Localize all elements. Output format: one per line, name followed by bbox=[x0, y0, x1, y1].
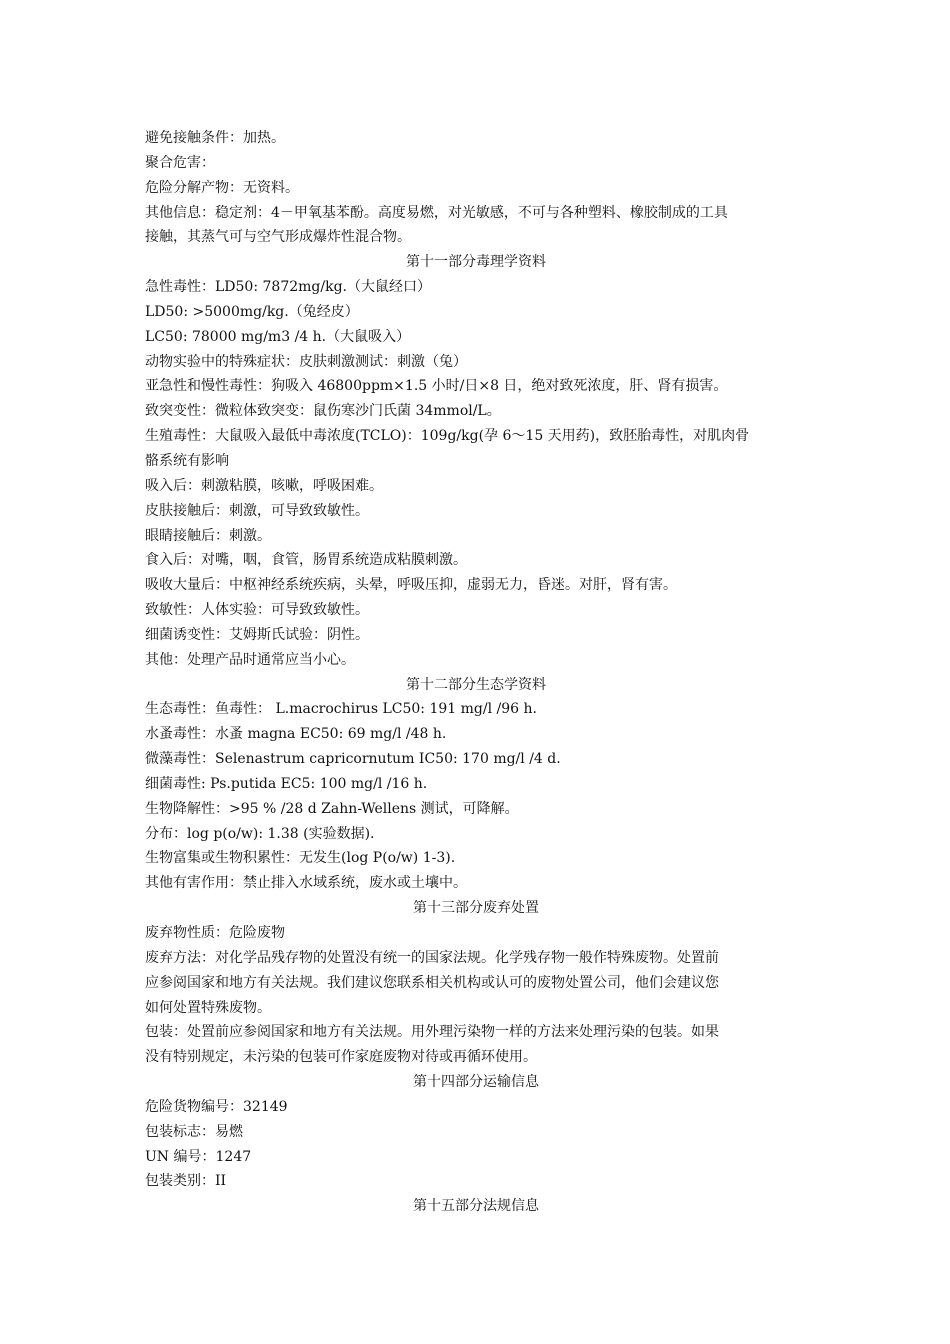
text-line: 危险货物编号：32149 bbox=[145, 1098, 288, 1115]
text-line: 聚合危害： bbox=[145, 154, 215, 171]
text-line: 致敏性：人体实验：可导致致敏性。 bbox=[145, 602, 369, 619]
text-line: 食入后：对嘴，咽，食管，肠胃系统造成粘膜刺激。 bbox=[145, 552, 467, 569]
document-page bbox=[145, 126, 807, 1219]
text-line: 吸入后：刺激粘膜，咳嗽，呼吸困难。 bbox=[145, 477, 383, 494]
text-line: 生殖毒性：大鼠吸入最低中毒浓度(TCLO)：109g/kg(孕 6～15 天用药)，致胚胎毒性，对肌肉骨 bbox=[145, 428, 750, 445]
text-line: 如何处置特殊废物。 bbox=[145, 999, 271, 1016]
text-line: 分布：log p(o/w): 1.38 (实验数据). bbox=[145, 825, 375, 842]
text-line: 致突变性：微粒体致突变：鼠伤寒沙门氏菌 34mmol/L。 bbox=[145, 403, 501, 420]
section-heading: 第十三部分废弃处置 bbox=[413, 900, 539, 917]
text-line: 吸收大量后：中枢神经系统疾病，头晕，呼吸压抑，虚弱无力，昏迷。对肝，肾有害。 bbox=[145, 577, 677, 594]
text-line: UN 编号：1247 bbox=[145, 1148, 252, 1165]
text-line: 微藻毒性：Selenastrum capricornutum IC50: 170 mg/l /4 d. bbox=[145, 751, 561, 768]
text-line: LC50: 78000 mg/m3 /4 h.（大鼠吸入） bbox=[145, 328, 411, 345]
text-line: 急性毒性：LD50: 7872mg/kg.（大鼠经口） bbox=[145, 279, 431, 296]
text-line: 骼系统有影响 bbox=[145, 452, 229, 469]
text-line: 应参阅国家和地方有关法规。我们建议您联系相关机构或认可的废物处置公司，他们会建议您 bbox=[145, 974, 719, 991]
text-line: 生物富集或生物积累性：无发生(log P(o/w) 1-3). bbox=[145, 850, 456, 867]
text-line: 避免接触条件：加热。 bbox=[145, 130, 285, 146]
text-line: 包装：处置前应参阅国家和地方有关法规。用外理污染物一样的方法来处理污染的包装。如果 bbox=[145, 1024, 719, 1041]
text-line: 水蚤毒性：水蚤 magna EC50: 69 mg/l /48 h. bbox=[145, 726, 447, 743]
section-heading: 第十一部分毒理学资料 bbox=[406, 254, 546, 271]
text-line: 细菌毒性: Ps.putida EC5: 100 mg/l /16 h. bbox=[145, 775, 428, 792]
text-line: 其他：处理产品时通常应当小心。 bbox=[145, 651, 355, 668]
text-line: 其他信息：稳定剂：4－甲氧基苯酚。高度易燃，对光敏感，不可与各种塑料、橡胶制成的工具 bbox=[145, 204, 728, 221]
text-line: 包装标志：易燃 bbox=[145, 1123, 243, 1140]
text-line: 废弃方法：对化学品残存物的处置没有统一的国家法规。化学残存物一般作特殊废物。处置前 bbox=[145, 949, 719, 966]
text-line: 动物实验中的特殊症状：皮肤刺激测试：刺激（兔） bbox=[145, 353, 467, 370]
text-line: 没有特别规定，未污染的包装可作家庭废物对待或再循环使用。 bbox=[145, 1049, 537, 1066]
text-line: 皮肤接触后：刺激，可导致致敏性。 bbox=[145, 502, 369, 519]
text-line: 接触，其蒸气可与空气形成爆炸性混合物。 bbox=[145, 229, 411, 246]
text-line: 亚急性和慢性毒性：狗吸入 46800ppm×1.5 小时/日×8 日，绝对致死浓度，肝、肾有损害。 bbox=[145, 378, 728, 395]
section-heading: 第十二部分生态学资料 bbox=[406, 676, 546, 693]
text-line: 包装类别：II bbox=[145, 1173, 227, 1190]
section-heading: 第十四部分运输信息 bbox=[413, 1074, 539, 1091]
text-line: LD50: >5000mg/kg.（兔经皮） bbox=[145, 303, 359, 320]
text-line: 危险分解产物：无资料。 bbox=[145, 179, 299, 196]
text-line: 生物降解性：>95 % /28 d Zahn-Wellens 测试，可降解。 bbox=[145, 800, 519, 817]
text-line: 细菌诱变性：艾姆斯氏试验：阴性。 bbox=[145, 626, 369, 643]
section-heading: 第十五部分法规信息 bbox=[413, 1198, 539, 1215]
text-line: 眼睛接触后：刺激。 bbox=[145, 527, 271, 544]
text-line: 其他有害作用：禁止排入水域系统，废水或土壤中。 bbox=[145, 875, 467, 892]
text-line: 生态毒性：鱼毒性： L.macrochirus LC50: 191 mg/l /96 h. bbox=[145, 701, 537, 718]
text-line: 废弃物性质：危险废物 bbox=[145, 925, 285, 941]
